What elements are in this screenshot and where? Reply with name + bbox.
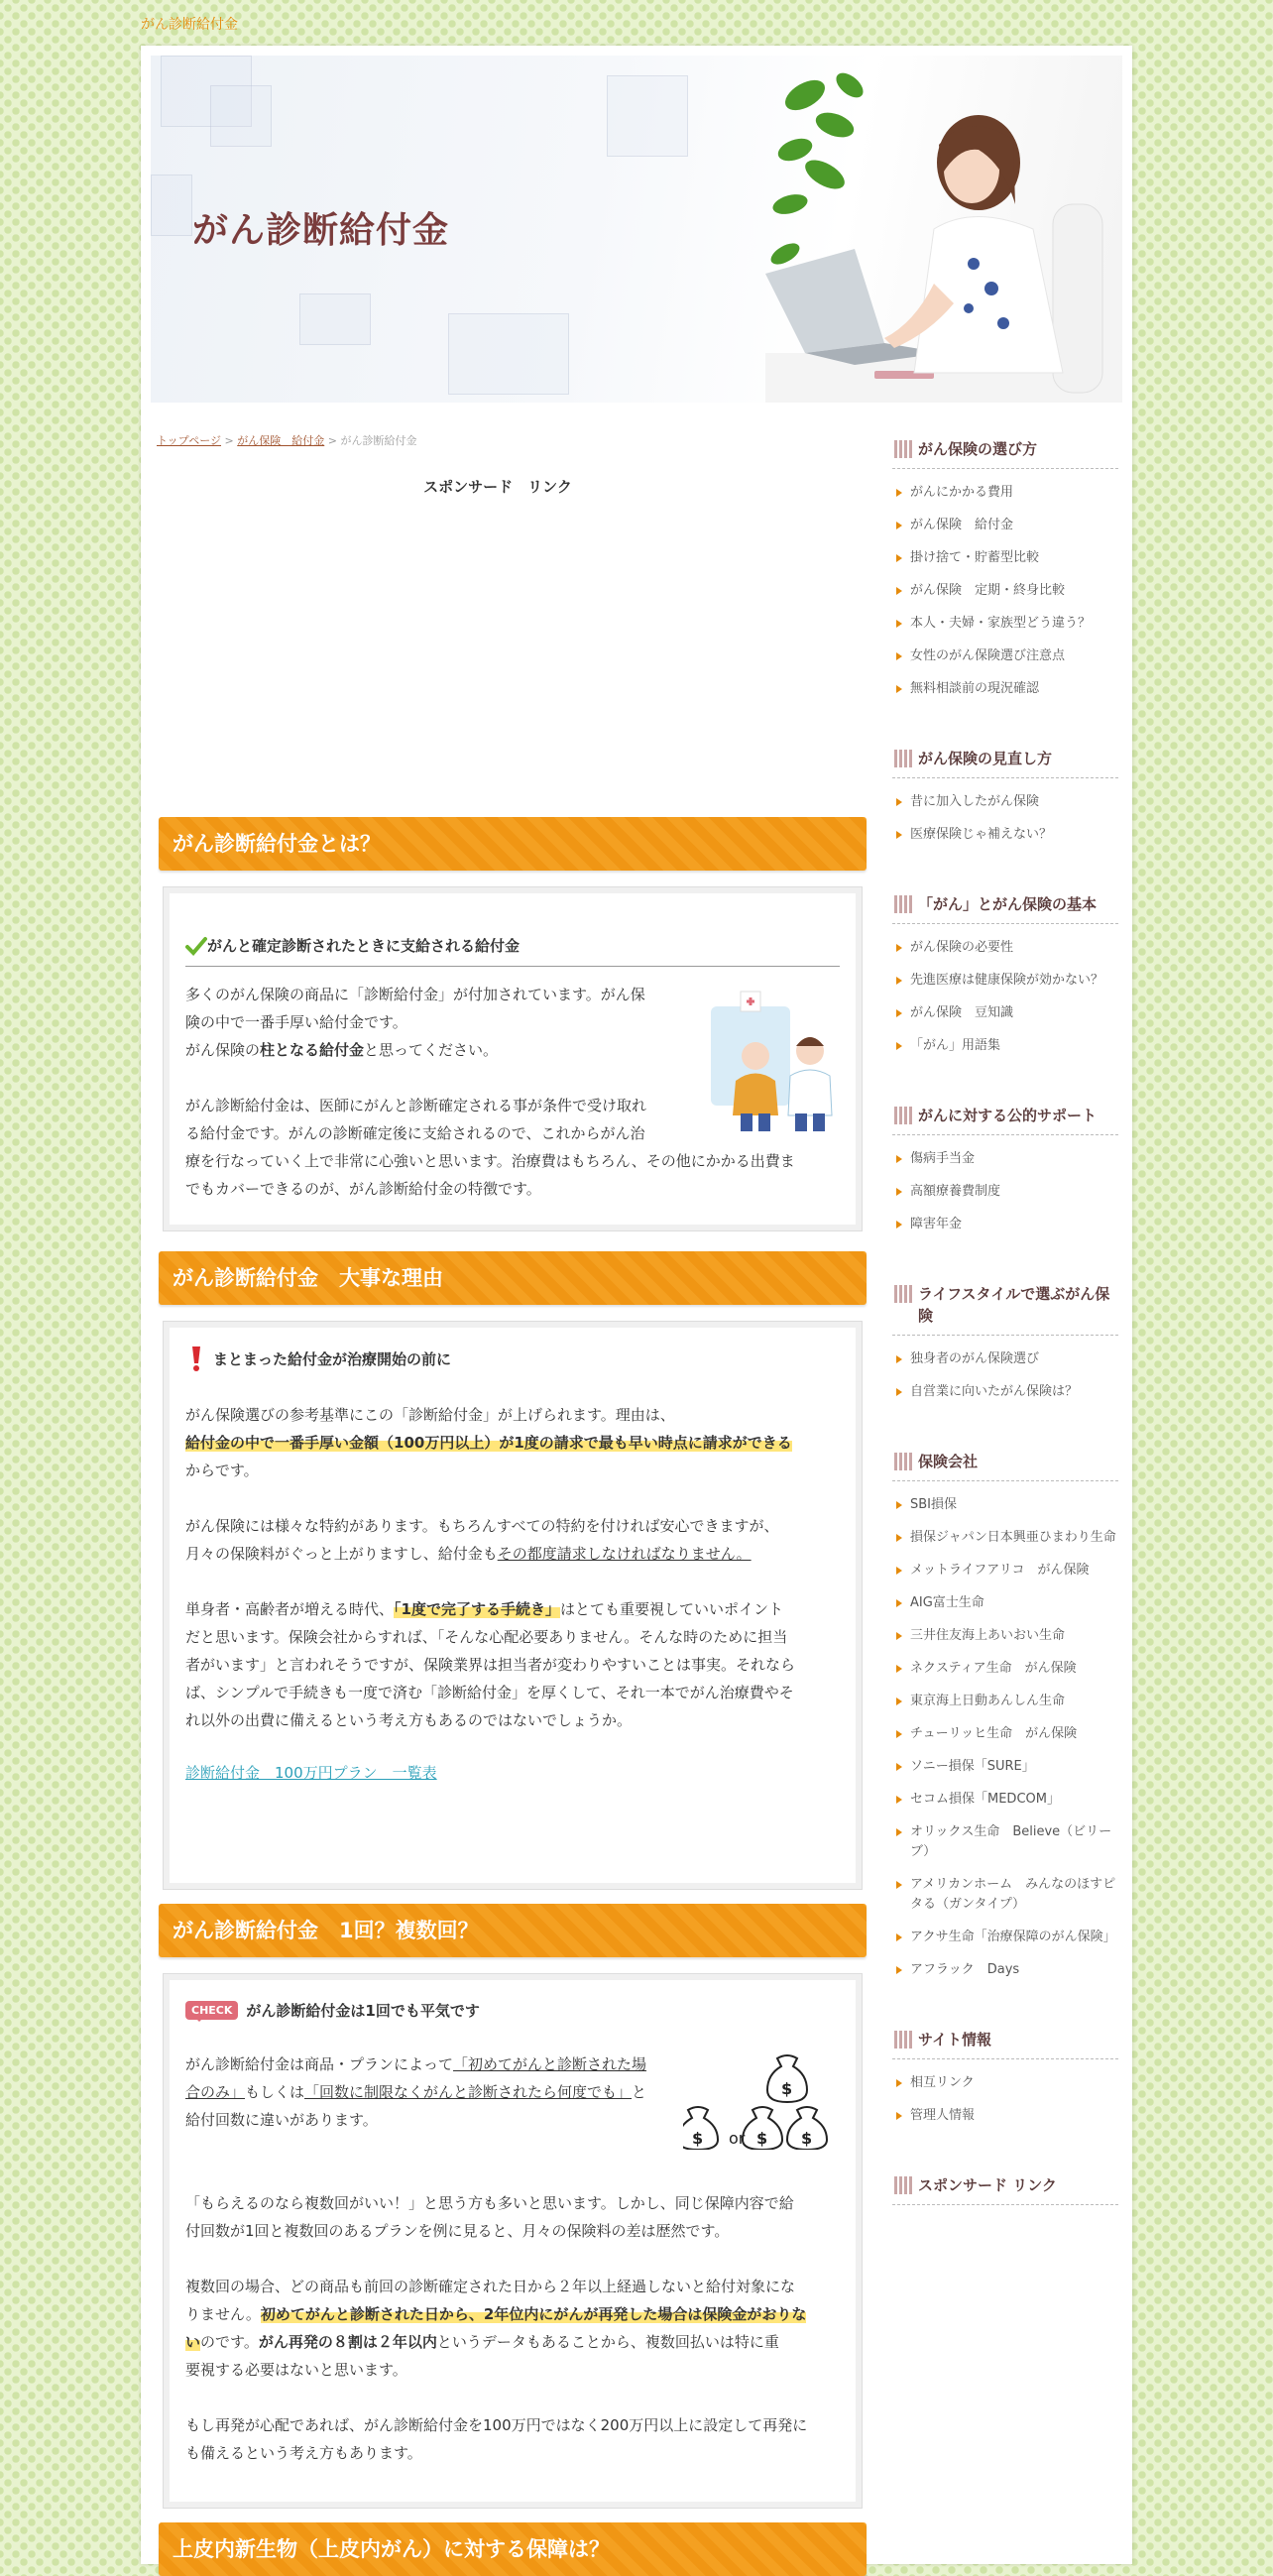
sidebar-section [892, 887, 1118, 1063]
bars-icon [894, 895, 912, 913]
svg-text:$: $ [801, 2129, 813, 2148]
paragraph: がん診断給付金は、医師にがんと診断確定される事が条件で受け取れ る給付金です。がんの診断確定後に支給されるので、これからがん治 療を行なっていく上で非常に心強いと思います。治療費はもちろん、その他にかかる出費ま でもカバーできるのが、がん診断給付金の特徴です。 [185, 1097, 795, 1198]
svg-text:$: $ [692, 2129, 704, 2148]
sidebar-section [892, 1445, 1118, 1987]
sidebar-section-title [892, 2023, 1118, 2059]
section-heading-what-is: がん診断給付金とは？ [159, 817, 867, 871]
bars-icon [894, 440, 912, 458]
paragraph: 多くのがん保険の商品に「診断給付金」が付加されています。がん保 険の中で一番手厚い給付金です。 がん保険の柱となる給付金と思ってください。 [185, 986, 645, 1059]
paragraph: もし再発が心配であれば、がん診断給付金を100万円ではなく200万円以上に設定して再発に も備えるという考え方もあります。 [185, 2416, 808, 2462]
subheading [185, 935, 840, 967]
checkmark-icon [185, 936, 207, 956]
sidebar-link[interactable]: SBI損保 [892, 1489, 1118, 1522]
breadcrumb [157, 432, 416, 448]
sidebar-section [892, 1277, 1118, 1409]
sidebar-link-list [892, 1143, 1118, 1241]
sidebar-link[interactable]: ネクスティア生命 がん保険 [892, 1653, 1118, 1686]
sidebar-link[interactable]: 東京海上日動あんしん生命 [892, 1686, 1118, 1718]
header-banner [151, 56, 1122, 403]
sidebar-section-title [892, 1277, 1118, 1336]
sidebar-link[interactable]: 高額療養費制度 [892, 1176, 1118, 1209]
section-box-what-is [163, 886, 863, 1231]
sidebar-section-title-text: がん保険の見直し方 [918, 750, 1053, 767]
plan-list-link[interactable]: 診断給付金 100万円プラン 一覧表 [185, 1764, 437, 1782]
sidebar-link-list [892, 2067, 1118, 2133]
sidebar-section-title-text: ライフスタイルで選ぶがん保険 [918, 1285, 1110, 1325]
sidebar-link-list [892, 1344, 1118, 1409]
sidebar-link[interactable]: AIG富士生命 [892, 1587, 1118, 1620]
site-label[interactable]: がん診断給付金 [141, 17, 238, 33]
sidebar-link[interactable]: 三井住友海上あいおい生命 [892, 1620, 1118, 1653]
section-heading-one-or-multiple: がん診断給付金 1回？複数回？ [159, 1904, 867, 1957]
breadcrumb-separator: > [327, 434, 337, 447]
sidebar-link-list [892, 1489, 1118, 1987]
sidebar-link[interactable]: がん保険 給付金 [892, 510, 1118, 542]
paragraph: 単身者・高齢者が増える時代、「1度で完了する手続き」はとても重要視していいポイント だと思います。保険会社からすれば、「そんな心配必要ありません。そんな時のために担当 者がいます」と言われそうですが、保険業界は担当者が変わりやすいことは事実。それなら ば、シンプルで手続きも一度で済む「診断給付金」を厚くして、それ一本でがん治療費やそ れ以外の出費に備えるという考え方もあるのではないでしょうか。 [185, 1600, 796, 1729]
sidebar-section-title [892, 2168, 1118, 2205]
sidebar-link[interactable]: オリックス生命 Believe（ビリーブ） [892, 1816, 1118, 1869]
svg-text:$: $ [781, 2079, 793, 2098]
bars-icon [894, 1453, 912, 1470]
sidebar-section-title-text: スポンサード リンク [918, 2176, 1057, 2194]
sidebar-section [892, 1099, 1118, 1241]
sidebar-link[interactable]: 「がん」用語集 [892, 1030, 1118, 1063]
sidebar-link[interactable]: がん保険の必要性 [892, 932, 1118, 965]
sidebar [892, 432, 1118, 2241]
subheading-text: まとまった給付金が治療開始の前に [213, 1349, 452, 1368]
site-title[interactable]: がん診断給付金 [192, 210, 450, 251]
paragraph: がん保険には様々な特約があります。もちろんすべての特約を付ければ安心できますが、 月々の保険料がぐっと上がりますし、給付金もその都度請求しなければなりません。 [185, 1517, 779, 1563]
paragraph: がん保険選びの参考基準にこの「診断給付金」が上げられます。理由は、 給付金の中で一番手厚い金額（100万円以上）が1度の請求で最も早い時点に請求ができる からです。 [185, 1406, 792, 1479]
sidebar-link[interactable]: 自営業に向いたがん保険は？ [892, 1376, 1118, 1409]
subheading [185, 1344, 840, 1373]
sidebar-section [892, 2023, 1118, 2133]
bars-icon [894, 2176, 912, 2194]
breadcrumb-top-link[interactable]: トップページ [157, 434, 222, 447]
sidebar-link[interactable]: アフラック Days [892, 1954, 1118, 1987]
sidebar-link[interactable]: 相互リンク [892, 2067, 1118, 2100]
sidebar-section-title [892, 432, 1118, 469]
bars-icon [894, 2031, 912, 2049]
section-heading-carcinoma-in-situ: 上皮内新生物（上皮内がん）に対する保障は？ [159, 2522, 867, 2576]
sidebar-link[interactable]: 損保ジャパン日本興亜ひまわり生命 [892, 1522, 1118, 1555]
bars-icon [894, 1107, 912, 1124]
sidebar-section-title-text: がんに対する公的サポート [918, 1107, 1098, 1124]
sidebar-link[interactable]: がん保険 定期・終身比較 [892, 575, 1118, 608]
paragraph: がん診断給付金は商品・プランによって「初めてがんと診断された場 合のみ」もしくは「回数に制限なくがんと診断されたら何度でも」と 給付回数に違いがあります。 [185, 2055, 647, 2129]
sidebar-link[interactable]: アメリカンホーム みんなのほすピタる（ガンタイプ） [892, 1869, 1118, 1922]
sidebar-link[interactable]: 本人・夫婦・家族型どう違う？ [892, 608, 1118, 641]
sidebar-section-title [892, 742, 1118, 778]
breadcrumb-insurance-link[interactable]: がん保険 給付金 [237, 434, 325, 447]
sidebar-link[interactable]: 障害年金 [892, 1209, 1118, 1241]
page [141, 46, 1132, 2564]
sidebar-section-title-text: 保険会社 [918, 1453, 979, 1470]
sidebar-link[interactable]: 独身者のがん保険選び [892, 1344, 1118, 1376]
sidebar-link[interactable]: 女性のがん保険選び注意点 [892, 641, 1118, 673]
sponsored-link-heading: スポンサード リンク [423, 478, 572, 496]
doctor-patient-illustration [701, 987, 850, 1135]
subheading-text: がんと確定診断されたときに支給される給付金 [207, 937, 521, 955]
sidebar-link-list [892, 477, 1118, 706]
sidebar-link[interactable]: 傷病手当金 [892, 1143, 1118, 1176]
section-heading-important-reason: がん診断給付金 大事な理由 [159, 1251, 867, 1305]
subheading [185, 2000, 840, 2021]
sidebar-link[interactable]: 昔に加入したがん保険 [892, 786, 1118, 819]
sidebar-link[interactable]: セコム損保「MEDCOM」 [892, 1784, 1118, 1816]
sidebar-section-title-text: がん保険の選び方 [918, 440, 1038, 458]
sidebar-link-list [892, 786, 1118, 852]
check-badge: CHECK [185, 2001, 238, 2020]
sidebar-link[interactable]: メットライフアリコ がん保険 [892, 1555, 1118, 1587]
section-box-one-or-multiple [163, 1973, 863, 2509]
sidebar-section-title-text: 「がん」とがん保険の基本 [918, 895, 1098, 913]
sidebar-link[interactable]: がん保険 豆知識 [892, 997, 1118, 1030]
svg-text:$: $ [756, 2129, 768, 2148]
sidebar-section-title-text: サイト情報 [918, 2031, 991, 2049]
breadcrumb-current: がん診断給付金 [340, 434, 417, 447]
subheading-text: がん診断給付金は1回でも平気です [246, 2002, 480, 2020]
sidebar-link[interactable]: チューリッヒ生命 がん保険 [892, 1718, 1118, 1751]
paragraph: 複数回の場合、どの商品も前回の診断確定された日から２年以上経過しないと給付対象にな りません。初めてがんと診断された日から、2年位内にがんが再発した場合は保険金がおりな いのです。がん再発の８割は２年以内というデータもあることから、複数回払いは特に重 要視する必要はないと思います。 [185, 2278, 807, 2379]
sidebar-link[interactable]: がんにかかる費用 [892, 477, 1118, 510]
sidebar-section-title [892, 1099, 1118, 1135]
woman-laptop-illustration [765, 56, 1122, 403]
sidebar-link[interactable]: ソニー損保「SURE」 [892, 1751, 1118, 1784]
paragraph: 「もらえるのなら複数回がいい！」と思う方も多いと思います。しかし、同じ保障内容で給 付回数が1回と複数回のあるプランを例に見ると、月々の保険料の差は歴然です。 [185, 2194, 794, 2240]
sidebar-link[interactable]: 無料相談前の現況確認 [892, 673, 1118, 706]
sidebar-section [892, 742, 1118, 852]
sidebar-link[interactable]: 掛け捨て・貯蓄型比較 [892, 542, 1118, 575]
sidebar-link-list [892, 932, 1118, 1063]
or-label: or [729, 2129, 746, 2148]
sidebar-link[interactable]: アクサ生命「治療保障のがん保険」 [892, 1922, 1118, 1954]
sidebar-section [892, 2168, 1118, 2205]
section-box-important-reason [163, 1321, 863, 1890]
breadcrumb-separator: > [224, 434, 234, 447]
sidebar-section-title [892, 1445, 1118, 1481]
money-bags-illustration [683, 2050, 842, 2150]
exclamation-icon [185, 1344, 207, 1373]
sidebar-link[interactable]: 先進医療は健康保険が効かない？ [892, 965, 1118, 997]
bars-icon [894, 750, 912, 767]
sidebar-link[interactable]: 管理人情報 [892, 2100, 1118, 2133]
sidebar-link[interactable]: 医療保険じゃ補えない？ [892, 819, 1118, 852]
sidebar-section [892, 432, 1118, 706]
bars-icon [894, 1285, 912, 1303]
sidebar-section-title [892, 887, 1118, 924]
